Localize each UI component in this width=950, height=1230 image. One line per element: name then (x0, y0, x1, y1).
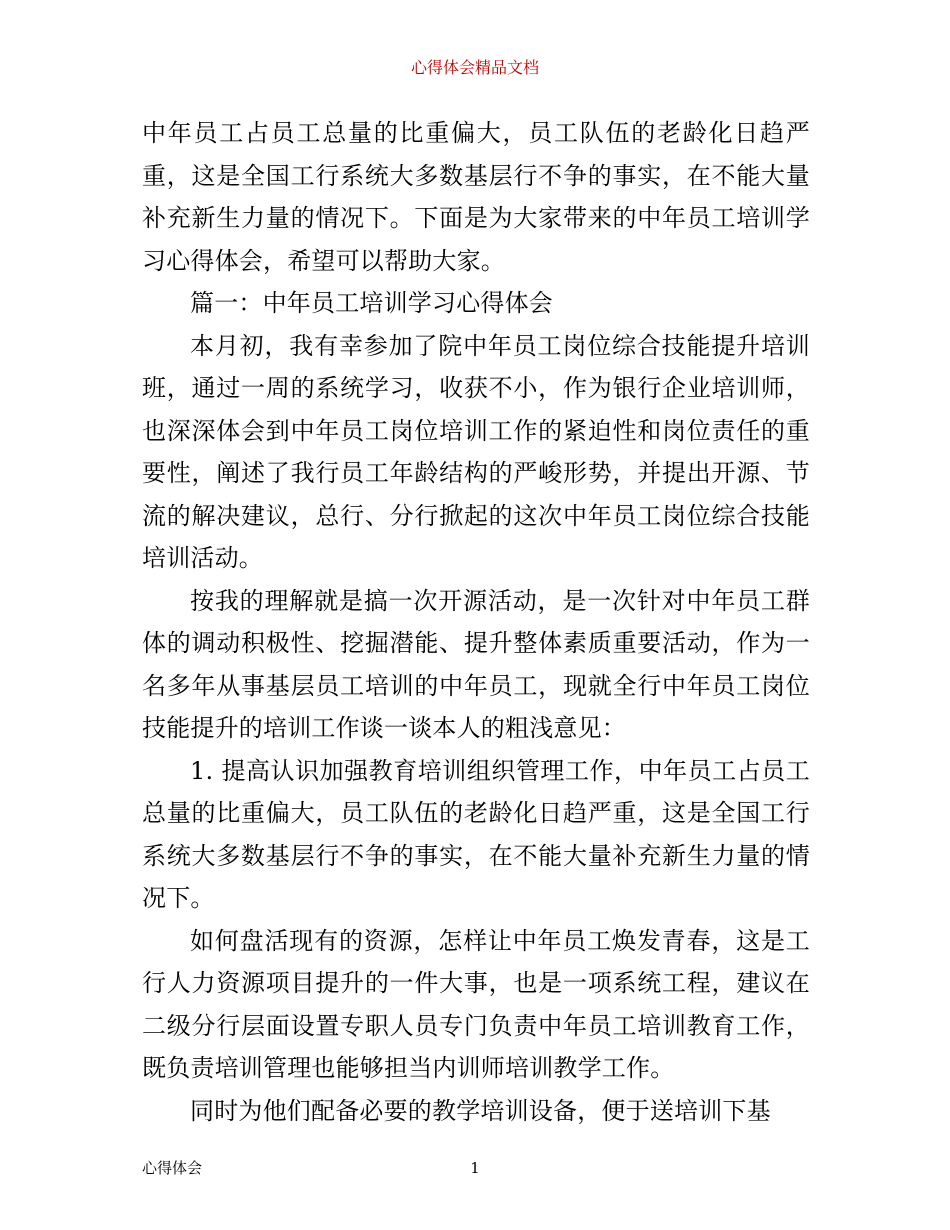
page-header-title: 心得体会精品文档 (410, 58, 539, 77)
paragraph: 同时为他们配备必要的教学培训设备，便于送培训下基 (190, 1096, 771, 1125)
paragraph: 如何盘活现有的资源，怎样让中年员工焕发青春，这是工行人力资源项目提升的一件大事，也是一项系统工程，建议在二级分行层面设置专职人员专门负责中年员工培训教育工作，既负责培训管理也能够担当内训师培训教学工作。 (142, 926, 810, 1082)
paragraph: 按我的理解就是搞一次开源活动，是一次针对中年员工群体的调动积极性、挖掘潜能、提升整体素质重要活动，作为一名多年从事基层员工培训的中年员工，现就全行中年员工岗位技能提升的培训工作谈一谈本人的粗浅意见： (142, 586, 810, 742)
section-heading: 篇一：中年员工培训学习心得体会 (190, 289, 553, 317)
document-body (142, 112, 810, 1132)
paragraph-intro: 中年员工占员工总量的比重偏大，员工队伍的老龄化日趋严重，这是全国工行系统大多数基层行不争的事实，在不能大量补充新生力量的情况下。下面是为大家带来的中年员工培训学习心得体会，希望可以帮助大家。 (142, 119, 810, 275)
paragraph-numbered-item: 1. 提高认识加强教育培训组织管理工作，中年员工占员工总量的比重偏大，员工队伍的老龄化日趋严重，这是全国工行系统大多数基层行不争的事实，在不能大量补充新生力量的情况下。 (142, 756, 810, 912)
footer-label: 心得体会 (142, 1159, 203, 1177)
page-number: 1 (470, 1159, 480, 1177)
paragraph: 本月初，我有幸参加了院中年员工岗位综合技能提升培训班，通过一周的系统学习，收获不小，作为银行企业培训师，也深深体会到中年员工岗位培训工作的紧迫性和岗位责任的重要性，阐述了我行员工年龄结构的严峻形势，并提出开源、节流的解决建议，总行、分行掀起的这次中年员工岗位综合技能培训活动。 (142, 331, 810, 572)
